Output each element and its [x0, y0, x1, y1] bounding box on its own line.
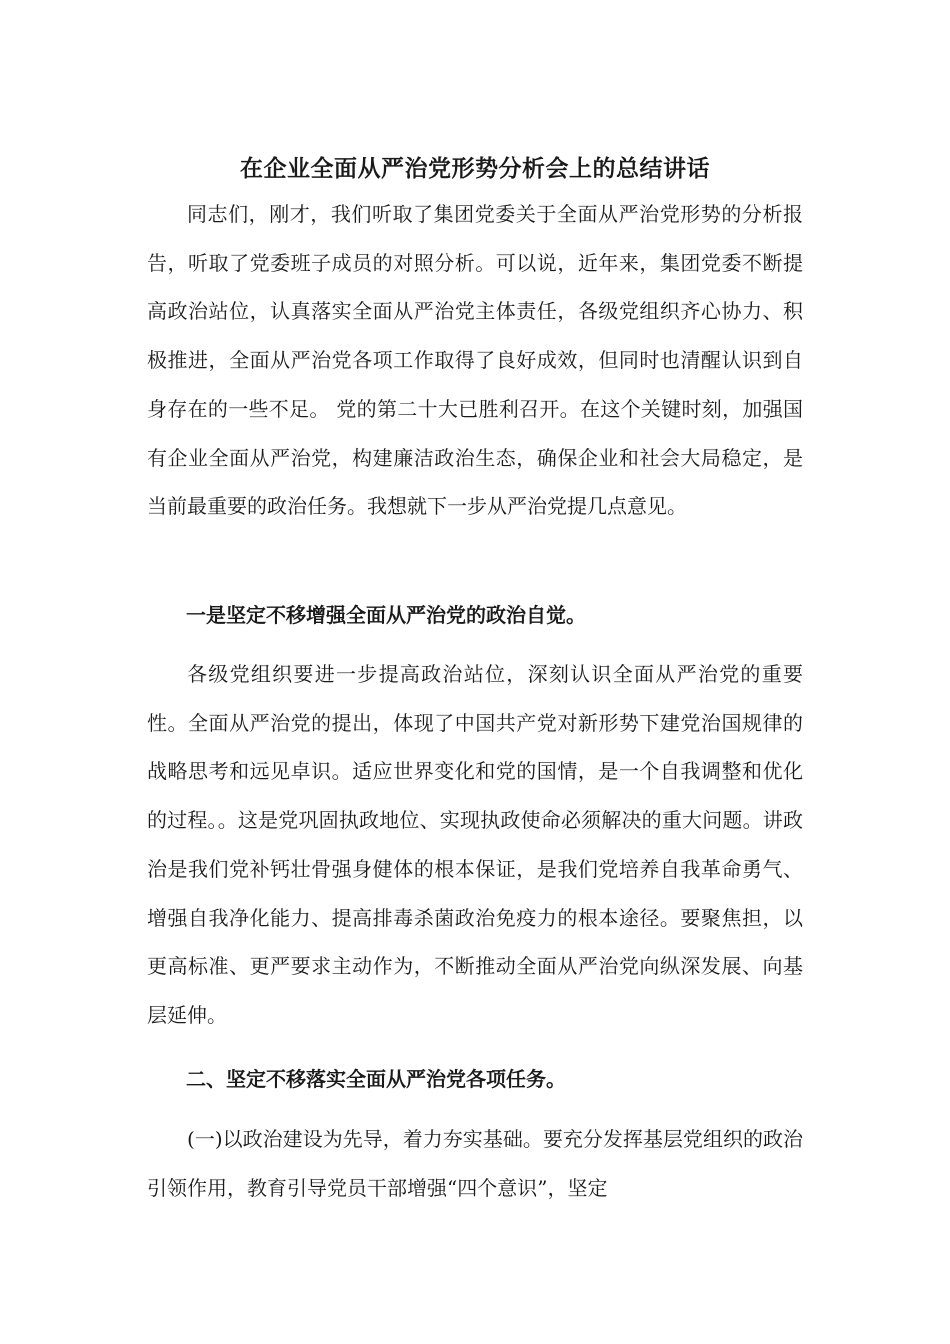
- section-heading-1: 一是坚定不移增强全面从严治党的政治自觉。: [186, 603, 586, 627]
- paragraph-section-2: (一)以政治建设为先导，着力夯实基础。要充分发挥基层党组织的政治引领作用，教育引导党员干部增强“四个意识”，坚定: [147, 1127, 803, 1200]
- paragraph-opening: 同志们，刚才，我们听取了集团党委关于全面从严治党形势的分析报告，听取了党委班子成员的对照分析。可以说，近年来，集团党委不断提高政治站位，认真落实全面从严治党主体责任，各级党组织齐心协力、积极推进，全面从严治党各项工作取得了良好成效，但同时也清醒认识到自身存在的一些不足。 党的第二十大已胜利召开。在这个关键时刻，加强国有企业全面从严治党，构建廉洁政治生态，确保企业和社会大局稳定，是当前最重要的政治任务。我想就下一步从严治党提几点意见。: [147, 202, 803, 519]
- paragraph-section-1: 各级党组织要进一步提高政治站位，深刻认识全面从严治党的重要性。全面从严治党的提出，体现了中国共产党对新形势下建党治国规律的战略思考和远见卓识。适应世界变化和党的国情，是一个自我调整和优化的过程。。这是党巩固执政地位、实现执政使命必须解决的重大问题。讲政治是我们党补钙壮骨强身健体的根本保证，是我们党培养自我革命勇气、增强自我净化能力、提高排毒杀菌政治免疫力的根本途径。要聚焦担，以更高标准、更严要求主动作为，不断推动全面从严治党向纵深发展、向基层延伸。: [147, 662, 803, 1027]
- document-title: 在企业全面从严治党形势分析会上的总结讲话: [240, 155, 710, 183]
- section-heading-2: 二、坚定不移落实全面从严治党各项任务。: [186, 1067, 566, 1091]
